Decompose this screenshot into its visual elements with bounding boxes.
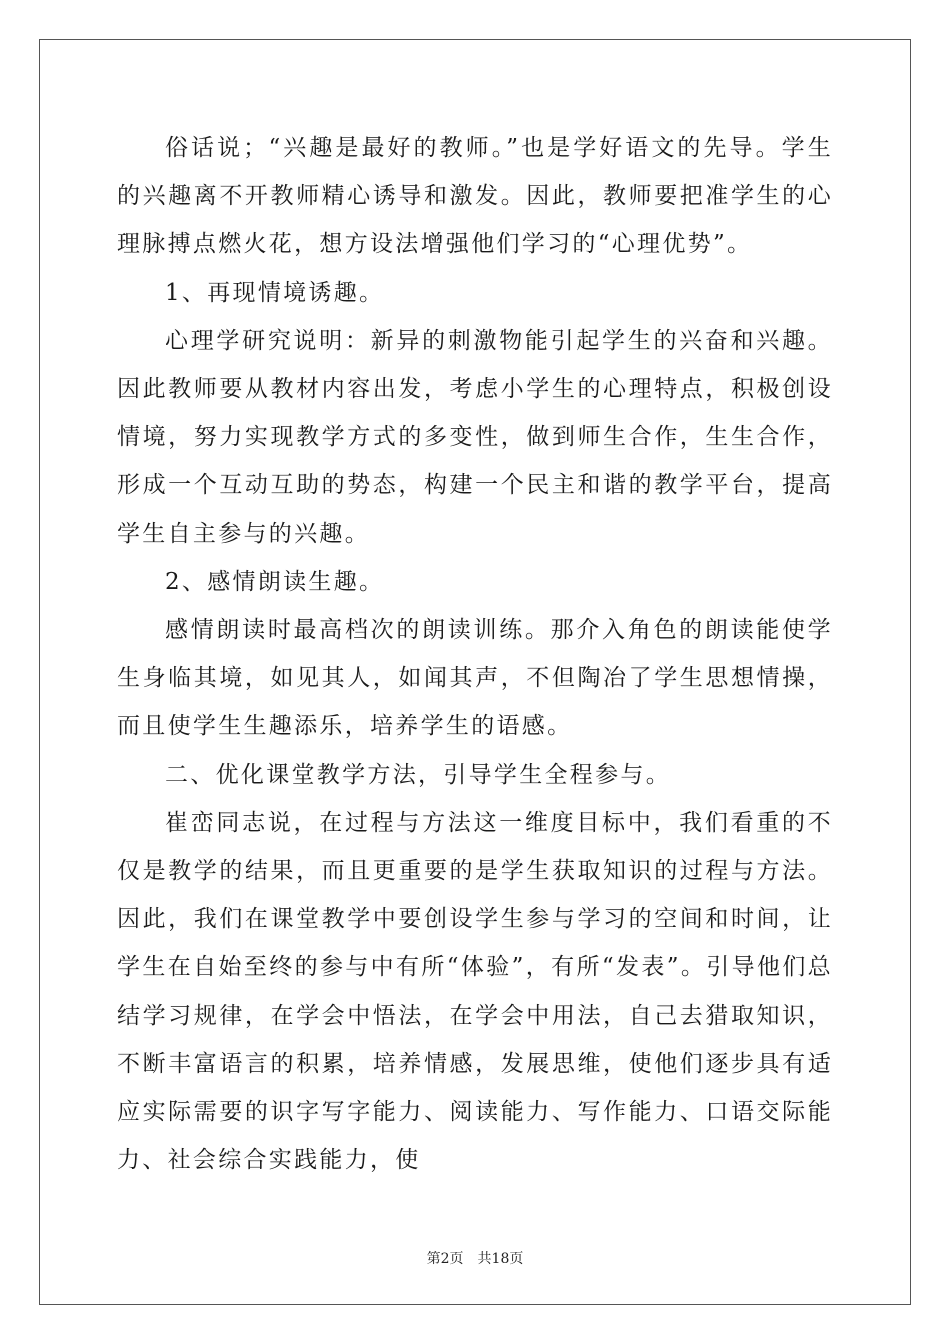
paragraph: 二、优化课堂教学方法，引导学生全程参与。 — [165, 761, 671, 788]
paragraph: 心理学研究说明：新异的刺激物能引起学生的兴奋和兴趣。因此教师要从教材内容出发，考虑小学生的心理特点，积极创设情境，努力实现教学方式的多变性，做到师生合作，生生合作，形成一个互动互助的势态，构建一个民主和谐的教学平台，提高学生自主参与的兴趣。 — [117, 327, 833, 547]
paragraph: 2、感情朗读生趣。 — [165, 568, 385, 595]
paragraph: 崔峦同志说，在过程与方法这一维度目标中，我们看重的不仅是教学的结果，而且更重要的是学生获取知识的过程与方法。因此，我们在课堂教学中要创设学生参与学习的空间和时间，让学生在自始至终的参与中有所“体验”，有所“发表”。引导他们总结学习规律，在学会中悟法，在学会中用法，自己去猎取知识，不断丰富语言的积累，培养情感，发展思维，使他们逐步具有适应实际需要的识字写字能力、阅读能力、写作能力、口语交际能力、社会综合实践能力，使 — [117, 809, 833, 1174]
page-number: 第2页 — [426, 1251, 464, 1267]
document-body — [117, 124, 833, 1184]
paragraph: 俗话说；“兴趣是最好的教师。”也是学好语文的先导。学生的兴趣离不开教师精心诱导和激发。因此，教师要把准学生的心理脉搏点燃火花，想方设法增强他们学习的“心理优势”。 — [117, 135, 833, 258]
page-footer — [0, 1248, 950, 1268]
paragraph: 1、再现情境诱趣。 — [165, 279, 385, 306]
paragraph: 感情朗读时最高档次的朗读训练。那介入角色的朗读能使学生身临其境，如见其人，如闻其声，不但陶冶了学生思想情操，而且使学生生趣添乐，培养学生的语感。 — [117, 617, 833, 740]
page-total: 共18页 — [477, 1251, 524, 1267]
